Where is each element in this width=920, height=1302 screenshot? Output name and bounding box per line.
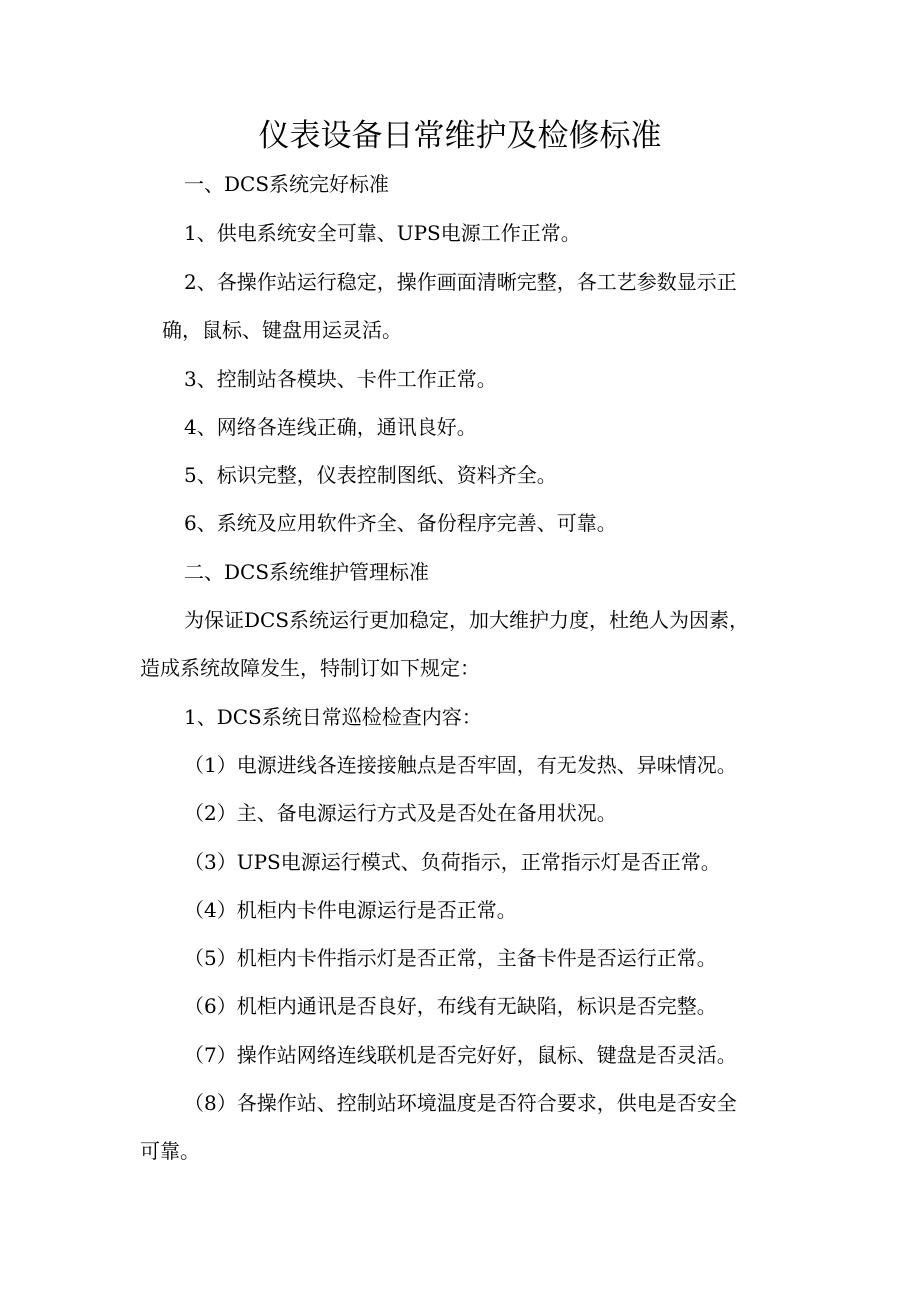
check-item-8-line-2: 可靠。 — [140, 1139, 200, 1163]
subsection-heading-daily-inspection: 1、DCS系统日常巡检检查内容： — [184, 705, 482, 729]
standard-item-2-line-2: 确，鼠标、键盘用运灵活。 — [162, 318, 402, 342]
check-item-5: （5）机柜内卡件指示灯是否正常，主备卡件是否运行正常。 — [184, 946, 717, 970]
standard-item-6: 6、系统及应用软件齐全、备份程序完善、可靠。 — [184, 511, 617, 535]
standard-item-4: 4、网络各连线正确，通讯良好。 — [184, 415, 477, 439]
check-item-6: （6）机柜内通讯是否良好，布线有无缺陷，标识是否完整。 — [184, 994, 717, 1018]
check-item-2: （2）主、备电源运行方式及是否处在备用状况。 — [184, 801, 617, 825]
check-item-1: （1）电源进线各连接接触点是否牢固，有无发热、异味情况。 — [184, 753, 737, 777]
check-item-4: （4）机柜内卡件电源运行是否正常。 — [184, 898, 517, 922]
document-title: 仪表设备日常维护及检修标准 — [258, 118, 662, 154]
check-item-3: （3）UPS电源运行模式、负荷指示，正常指示灯是否正常。 — [184, 850, 721, 874]
check-item-8-line-1: （8）各操作站、控制站环境温度是否符合要求，供电是否安全 — [184, 1091, 737, 1115]
section-heading-dcs-maintenance: 二、DCS系统维护管理标准 — [184, 560, 430, 584]
standard-item-3: 3、控制站各模块、卡件工作正常。 — [184, 367, 497, 391]
intro-paragraph-line-2: 造成系统故障发生，特制订如下规定： — [140, 656, 480, 680]
intro-paragraph-line-1: 为保证DCS系统运行更加稳定，加大维护力度，杜绝人为因素， — [184, 608, 750, 632]
standard-item-1: 1、供电系统安全可靠、UPS电源工作正常。 — [184, 221, 581, 245]
check-item-7: （7）操作站网络连线联机是否完好好，鼠标、键盘是否灵活。 — [184, 1043, 737, 1067]
standard-item-5: 5、标识完整，仪表控制图纸、资料齐全。 — [184, 463, 557, 487]
standard-item-2-line-1: 2、各操作站运行稳定，操作画面清晰完整，各工艺参数显示正 — [184, 270, 737, 294]
section-heading-dcs-standard: 一、DCS系统完好标准 — [184, 172, 390, 196]
